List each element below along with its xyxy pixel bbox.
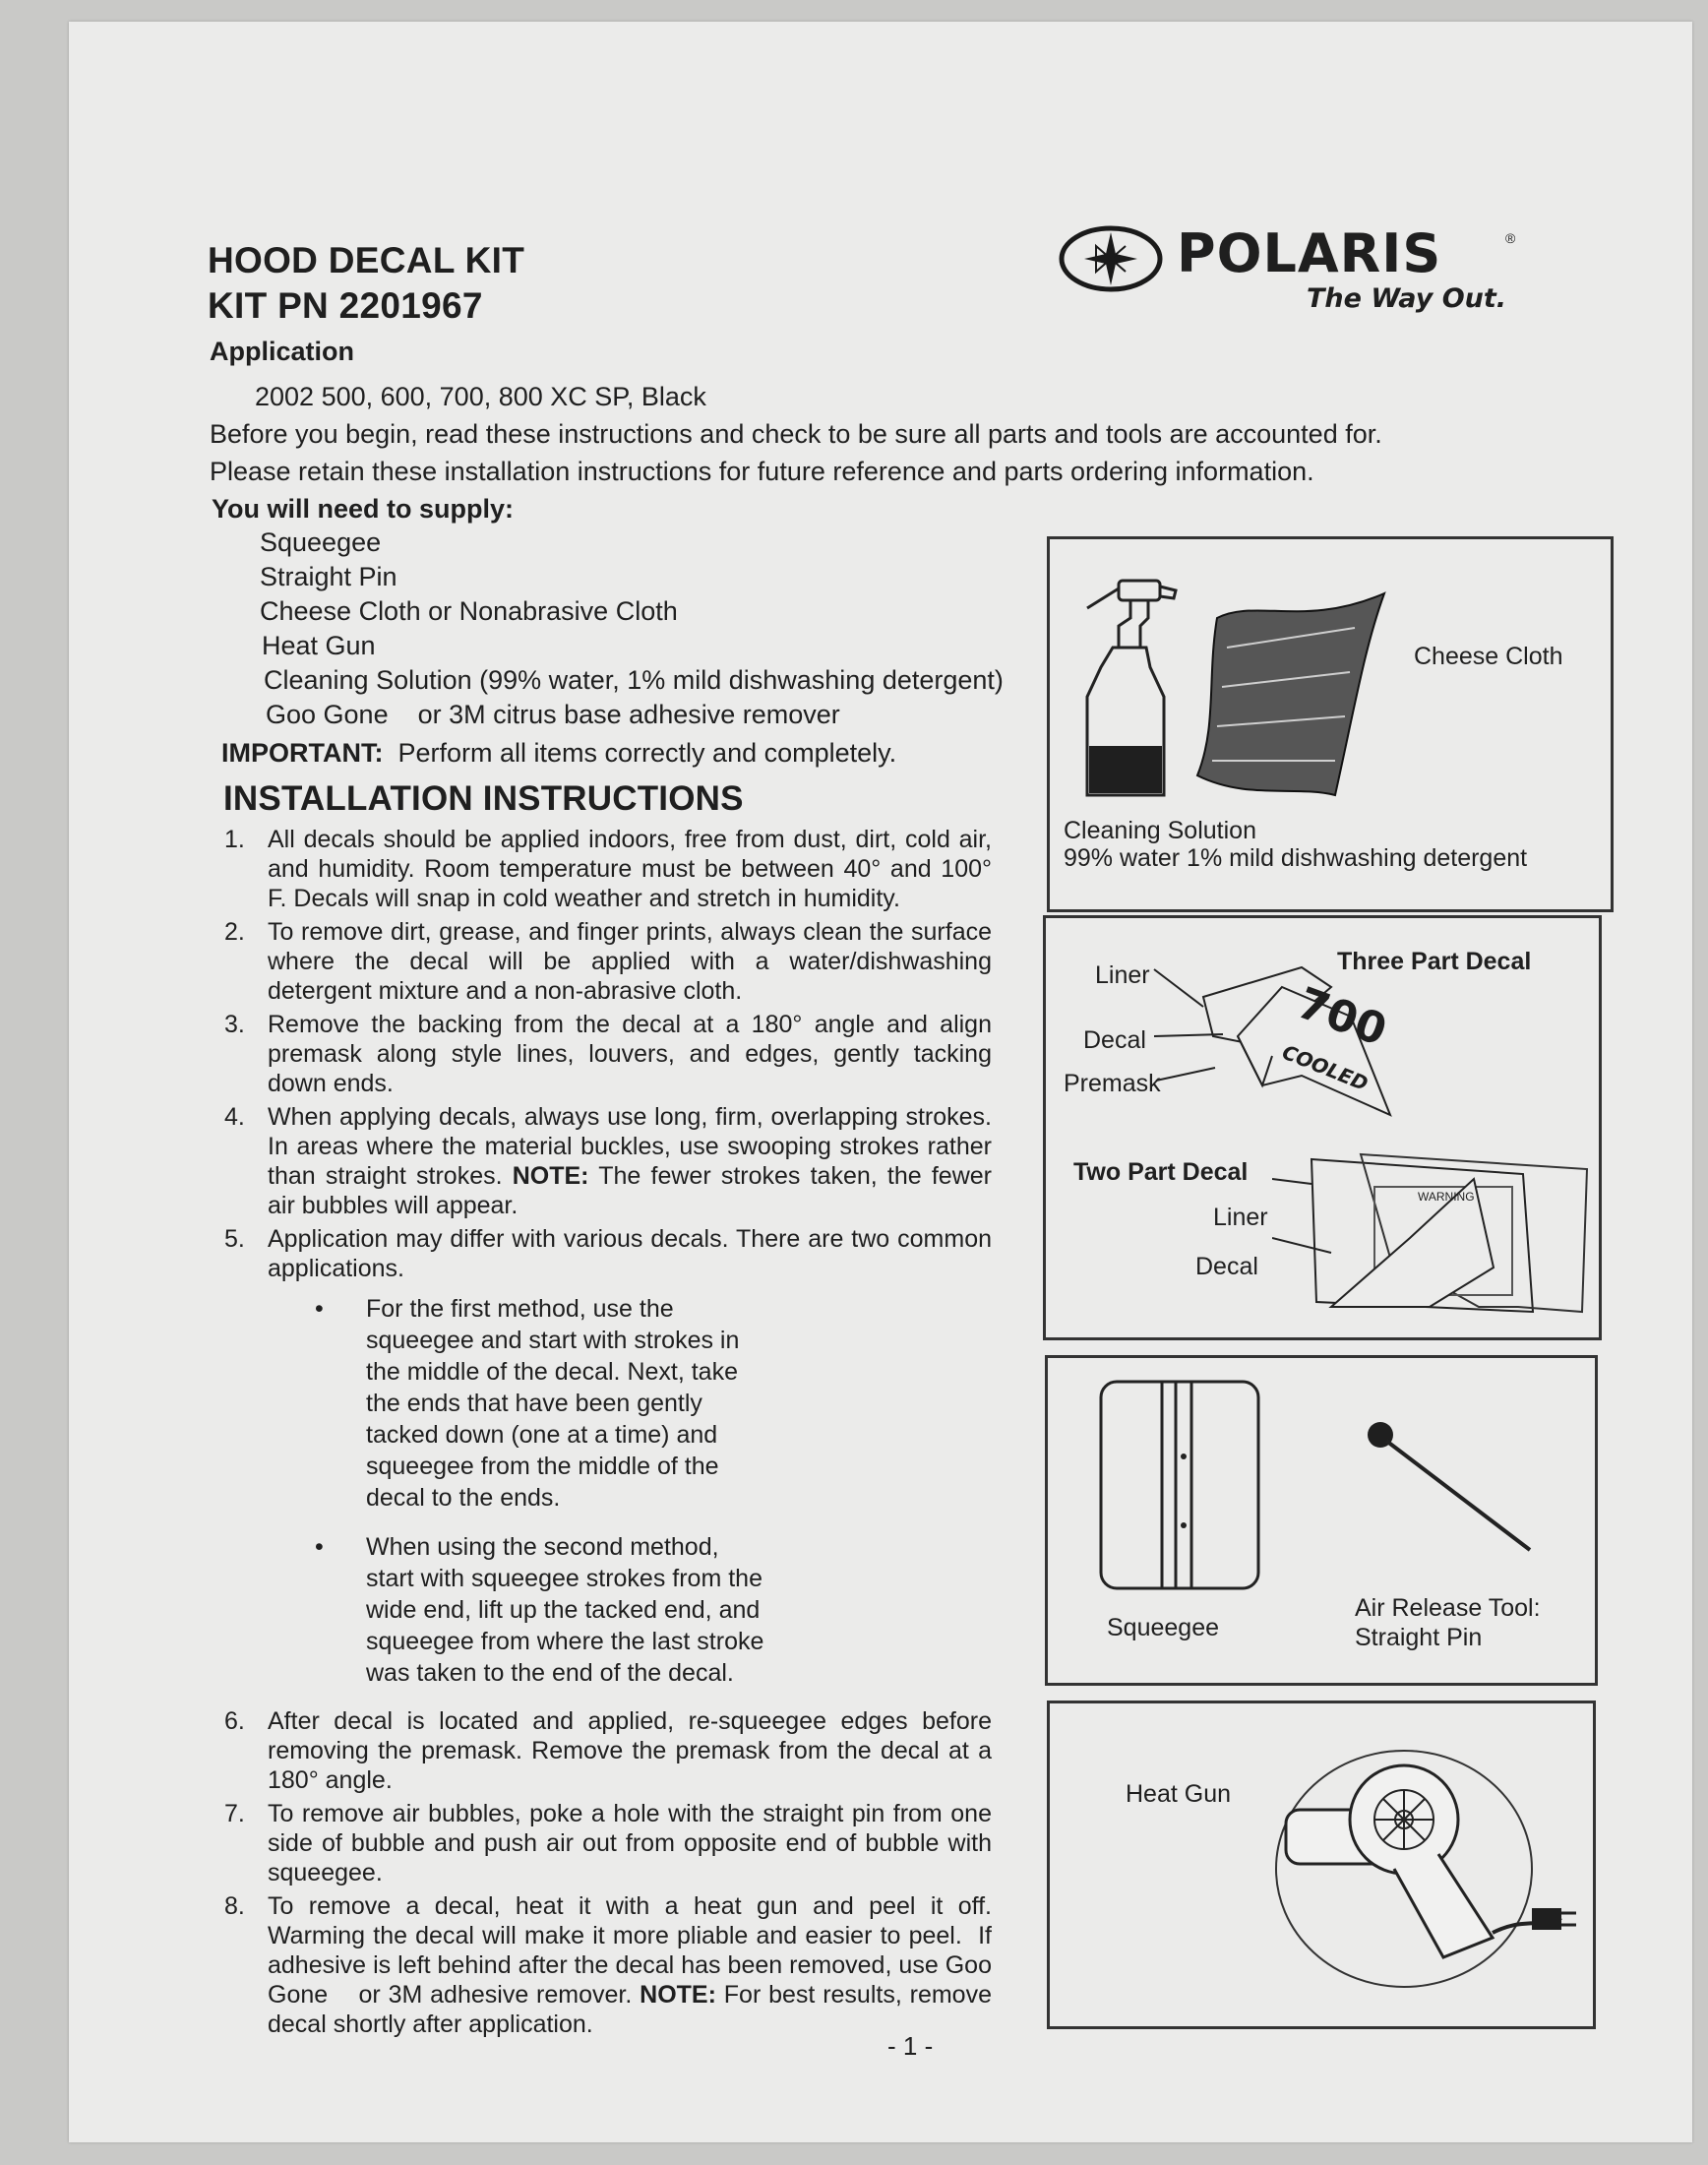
step-text: After decal is located and applied, re-squeegee edges before removing the premask. Remove the premask from the decal at a 180° angle. (268, 1707, 992, 1794)
warning-text: WARNING (1418, 1190, 1475, 1204)
list-item (224, 1799, 992, 1887)
squeegee-label: Squeegee (1107, 1614, 1220, 1641)
step-number: 4. (224, 1103, 245, 1131)
straight-pin-icon (1363, 1417, 1540, 1555)
logo-wordmark: POLARIS (1177, 222, 1442, 284)
list-item (224, 1891, 1006, 2039)
list-item: Straight Pin (260, 562, 397, 591)
list-item (224, 1706, 992, 1795)
cheese-cloth-icon (1188, 588, 1404, 815)
bullet-icon: • (315, 1295, 324, 1323)
list-item (224, 825, 992, 913)
heat-gun-label: Heat Gun (1126, 1780, 1232, 1808)
list-item: Cheese Cloth or Nonabrasive Cloth (260, 596, 678, 626)
squeegee-icon (1097, 1378, 1269, 1594)
bullet-icon: • (315, 1533, 324, 1561)
spray-bottle-icon (1079, 579, 1178, 805)
note-label: NOTE: (512, 1162, 589, 1190)
decal-label: Decal (1083, 1026, 1146, 1054)
important-note (221, 738, 896, 769)
note-label: NOTE: (640, 1981, 716, 2009)
step-number: 6. (224, 1707, 245, 1735)
figure-heat-gun (1047, 1701, 1596, 2029)
straight-pin-label: Straight Pin (1355, 1624, 1483, 1651)
intro-line-2: Please retain these installation instructions for future reference and parts ordering information. (210, 457, 1314, 486)
cleaning-solution-label: Cleaning Solution (1064, 817, 1256, 844)
step-number: 8. (224, 1892, 245, 1920)
liner-label: Liner (1095, 961, 1150, 989)
heat-gun-icon (1266, 1721, 1581, 2016)
step-text: When applying decals, always use long, firm, overlapping strokes. In areas where the material buckles, use swooping strokes rather than straight strokes. NOTE: The fewer strokes taken, the fewer air bubbles will appear. (268, 1103, 992, 1219)
list-item: Goo Gone or 3M citrus base adhesive remover (266, 700, 840, 729)
document-title: HOOD DECAL KIT (208, 240, 525, 280)
intro-line-1: Before you begin, read these instructions and check to be sure all parts and tools are accounted for. (210, 419, 1382, 449)
polaris-logo (1059, 224, 1521, 323)
supply-heading: You will need to supply: (212, 494, 515, 524)
step-text: To remove a decal, heat it with a heat gun and peel it off. Warming the decal will make it more pliable and easier to peel. If adhesive is left behind after the decal has been removed, use Goo Gone or 3M adhesive remover. NOTE: For best results, remove decal shortly after application. (268, 1892, 1006, 2038)
cleaning-solution-detail: 99% water 1% mild dishwashing detergent (1064, 844, 1528, 872)
figure-cleaning-supplies (1047, 536, 1614, 912)
step-text: To remove dirt, grease, and finger prints, always clean the surface where the decal will be applied with a water/dishwashing detergent mixture and a non-abrasive cloth. (268, 918, 992, 1005)
liner-label-2: Liner (1213, 1204, 1268, 1231)
premask-label: Premask (1064, 1070, 1161, 1097)
method-bullets (315, 1293, 767, 1689)
step-number: 3. (224, 1011, 245, 1038)
step-text: Application may differ with various decals. There are two common applications. (268, 1225, 992, 1282)
two-part-decal-illustration (1272, 1140, 1592, 1327)
list-item: Heat Gun (262, 631, 376, 660)
step-number: 7. (224, 1800, 245, 1827)
list-item (224, 917, 992, 1006)
important-text: Perform all items correctly and completely. (397, 738, 897, 768)
page-number: - 1 - (887, 2031, 934, 2061)
list-item (315, 1293, 767, 1514)
decal-art-text: COOLED (1278, 1039, 1372, 1096)
step-text: All decals should be applied indoors, free from dust, dirt, cold air, and humidity. Room temperature must be between 40° and 100° F. Decals will snap in cold weather and stretch in humidity. (268, 826, 992, 912)
star-emblem-icon (1059, 224, 1167, 293)
registered-mark: ® (1505, 230, 1516, 246)
kit-part-number: KIT PN 2201967 (208, 285, 483, 326)
bullet-text: When using the second method, start with squeegee strokes from the wide end, lift up the tacked end, and squeegee from where the last stroke was taken to the end of the decal. (366, 1533, 764, 1687)
list-item (224, 1224, 992, 1283)
bullet-text: For the first method, use the squeegee and start with strokes in the middle of the decal. Next, take the ends that have been gently tacked down (one at a time) and squeegee from the middle of the decal to the ends. (366, 1295, 740, 1512)
cheese-cloth-label: Cheese Cloth (1414, 643, 1563, 670)
step-number: 2. (224, 918, 245, 946)
step-text: To remove air bubbles, poke a hole with the straight pin from one side of bubble and push air out from opposite end of bubble with squeegee. (268, 1800, 992, 1887)
list-item: Squeegee (260, 527, 382, 557)
decal-art-number: 700 (1291, 977, 1393, 1057)
step-text: Remove the backing from the decal at a 180° angle and align premask along style lines, louvers, and edges, gently tacking down ends. (268, 1011, 992, 1097)
three-part-decal-label: Three Part Decal (1337, 948, 1532, 975)
two-part-decal-label: Two Part Decal (1073, 1158, 1249, 1186)
important-label: IMPORTANT: (221, 738, 384, 768)
logo-tagline: The Way Out. (1307, 283, 1507, 314)
supplies-list (260, 526, 1004, 732)
list-item (224, 1102, 992, 1220)
list-item: Cleaning Solution (99% water, 1% mild dishwashing detergent) (264, 665, 1004, 695)
step-number: 1. (224, 826, 245, 853)
figure-decal-types (1043, 915, 1602, 1340)
list-item (315, 1531, 767, 1689)
application-heading: Application (210, 337, 354, 366)
instructions-list (224, 825, 1006, 2043)
application-models: 2002 500, 600, 700, 800 XC SP, Black (255, 382, 706, 411)
instructions-heading: INSTALLATION INSTRUCTIONS (223, 779, 744, 818)
step-number: 5. (224, 1225, 245, 1253)
decal-label-2: Decal (1195, 1253, 1258, 1280)
figure-tools (1045, 1355, 1598, 1686)
list-item (224, 1010, 992, 1098)
air-release-tool-label: Air Release Tool: (1355, 1594, 1541, 1622)
